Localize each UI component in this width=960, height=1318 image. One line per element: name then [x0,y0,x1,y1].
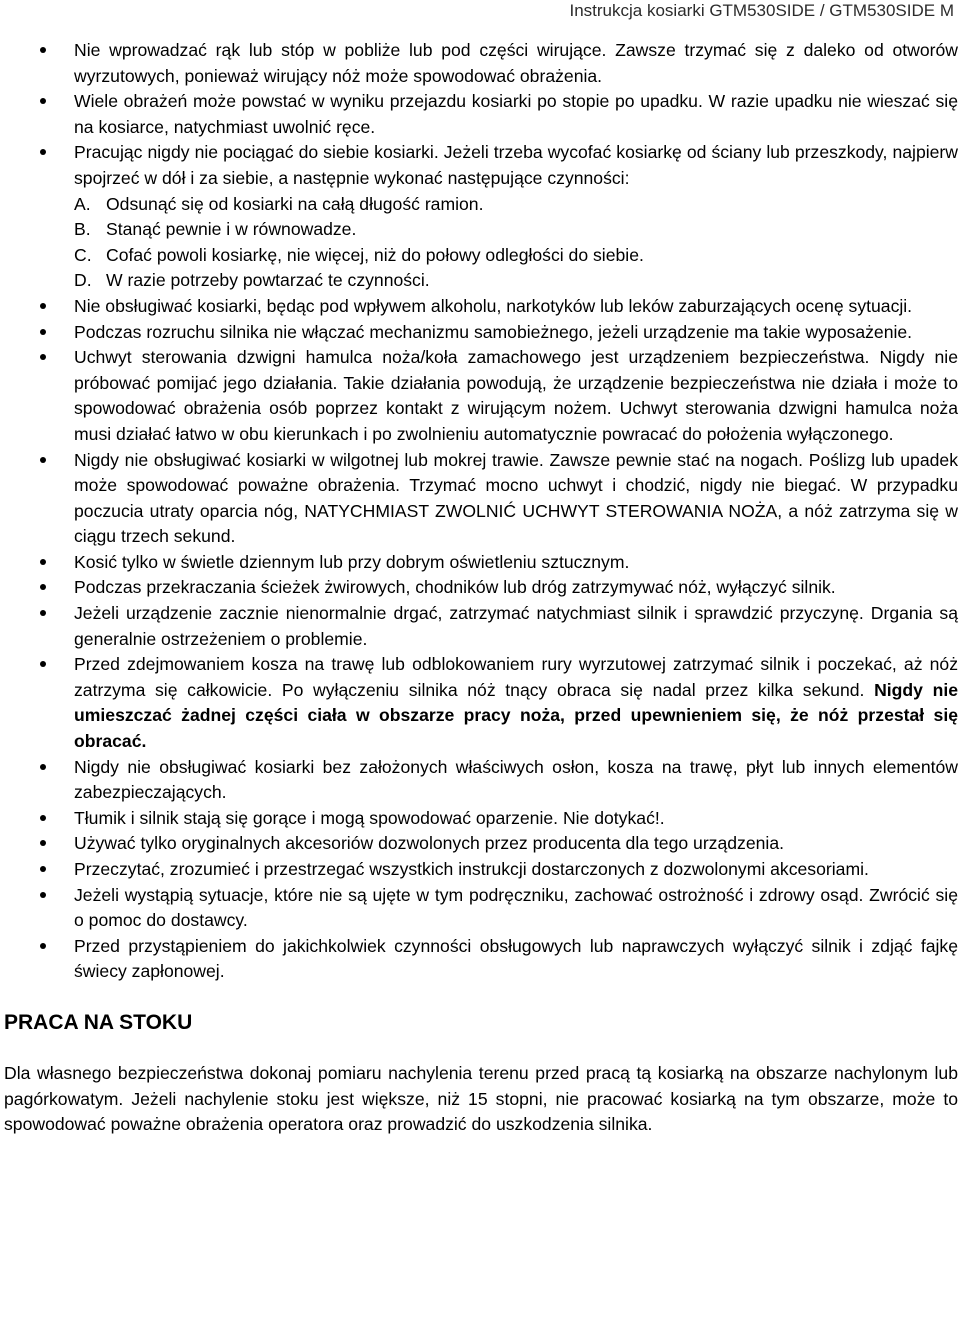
bullet-icon [40,457,46,463]
list-item-text: Pracując nigdy nie pociągać do siebie kosiarki. Jeżeli trzeba wycofać kosiarkę od ściany lub przeszkody, najpierw spojrzeć w dół i za siebie, a następnie wykonać następujące czynności: [74,142,958,188]
bullet-icon [40,815,46,821]
list-item-text: Przeczytać, zrozumieć i przestrzegać wszystkich instrukcji dostarczonych z dozwolonymi akcesoriami. [74,859,869,879]
warning-text: Nigdy nie umieszczać żadnej części ciała w obszarze pracy noża, przed upewnieniem się, że nóż przestał się obracać. [74,679,959,752]
step-item [74,243,958,269]
step-letter: D. [74,270,92,291]
bullet-icon [40,943,46,949]
document-header: Instrukcja kosiarki GTM530SIDE / GTM530SIDE M [569,1,954,20]
step-text: Stanąć pewnie i w równowadze. [106,219,357,240]
bullet-icon [40,354,46,360]
step-letter: B. [74,219,91,240]
step-text: Cofać powoli kosiarkę, nie więcej, niż do połowy odległości do siebie. [106,244,644,265]
list-item-text: Przed przystąpieniem do jakichkolwiek czynności obsługowych lub naprawczych wyłączyć silnik i zdjąć fajkę świecy zapłonowej. [74,935,958,982]
list-item [0,601,958,652]
bullet-icon [40,149,46,155]
list-item-text: Uchwyt sterowania dzwigni hamulca noża/koła zamachowego jest urządzeniem bezpieczeństwa. Nigdy nie próbować pomijać jego działania. Takie działania powodują, że urządzenie bezpieczeństwa nie działa i może to spowodować obrażenia osób poprzez kontakt z wirującym nożem. Uchwyt sterowania dzwigni hamulca noża musi działać łatwo w obu kierunkach i po zwolnieniu automatycznie powracać do położenia wyłączonego. [74,347,958,444]
bullet-icon [40,840,46,846]
step-letter: A. [74,193,91,214]
section-paragraph: Dla własnego bezpieczeństwa dokonaj pomiaru nachylenia terenu przed pracą tą kosiarką na obszarze nachylonym lub pagórkowatym. Jeżeli nachylenie stoku jest większe, niż 15 stopni, nie pracować kosiarką na tym obszarze, może to spowodować poważne obrażenia operatora oraz prowadzić do uszkodzenia silnika. [4,1062,958,1135]
list-item-text: Nie obsługiwać kosiarki, będąc pod wpływem alkoholu, narkotyków lub leków zaburzających ocenę sytuacji. [74,295,913,316]
bullet-icon [40,303,46,309]
bullet-icon [40,98,46,104]
bullet-icon [40,764,46,770]
list-item-text: Używać tylko oryginalnych akcesoriów dozwolonych przez producenta dla tego urządzenia. [74,833,784,854]
step-text: W razie potrzeby powtarzać te czynności. [106,270,430,291]
list-item [0,575,958,601]
list-item [0,550,958,576]
list-item-text: Podczas przekraczania ścieżek żwirowych, chodników lub dróg zatrzymywać nóż, wyłączyć silnik. [74,577,836,598]
list-item [0,755,958,806]
bullet-icon [40,584,46,590]
step-item [74,268,958,294]
list-item [0,89,958,140]
bullet-icon [40,329,46,335]
bullet-icon [40,47,46,53]
step-letter: C. [74,244,92,265]
step-item [74,192,958,218]
bullet-icon [40,892,46,898]
list-item-text: Nie wprowadzać rąk lub stóp w pobliże lub pod części wirujące. Zawsze trzymać się z daleko od otworów wyrzutowych, ponieważ wirujący nóż może spowodować obrażenia. [74,40,958,86]
list-item [0,140,958,294]
list-item-text: Tłumik i silnik stają się gorące i mogą spowodować oparzenie. Nie dotykać!. [74,807,665,828]
safety-list [0,38,958,985]
list-item [0,320,958,346]
list-item-text: Kosić tylko w świetle dziennym lub przy dobrym oświetleniu sztucznym. [74,551,630,572]
list-item [0,448,958,550]
list-item [0,857,958,883]
list-item [0,934,958,985]
list-item-text: Przed zdejmowaniem kosza na trawę lub odblokowaniem rury wyrzutowej zatrzymać silnik i poczekać, aż nóż zatrzyma się całkowicie. Po wyłączeniu silnika nóż tnący obraca się nadal przez kilka sekund. [74,654,958,700]
list-item-text: Nigdy nie obsługiwać kosiarki w wilgotnej lub mokrej trawie. Zawsze pewnie stać na nogach. Poślizg lub upadek może spowodować poważne obrażenia. Trzymać mocno uchwyt i chodzić, nigdy nie biegać. W przypadku poczucia utraty oparcia nóg, NATYCHMIAST ZWOLNIĆ UCHWYT STEROWANIA NOŻA, a nóż zatrzyma się w ciągu trzech sekund. [74,449,958,547]
list-item [0,806,958,832]
bullet-icon [40,610,46,616]
list-item-text: Jeżeli urządzenie zacznie nienormalnie drgać, zatrzymać natychmiast silnik i sprawdzić przyczynę. Drgania są generalnie ostrzeżeniem o problemie. [74,603,958,649]
page-content [0,38,958,1138]
step-text: Odsunąć się od kosiarki na całą długość ramion. [106,193,484,214]
bullet-icon [40,559,46,565]
list-item [0,883,958,934]
list-item-text: Wiele obrażeń może powstać w wyniku przejazdu kosiarki po stopie po upadku. W razie upadku nie wieszać się na kosiarce, natychmiast uwolnić ręce. [74,91,958,137]
steps-list [74,192,958,294]
bullet-icon [40,866,46,872]
list-item-text: Podczas rozruchu silnika nie włączać mechanizmu samobieżnego, jeżeli urządzenie ma takie wyposażenie. [74,321,913,342]
list-item-text: Nigdy nie obsługiwać kosiarki bez założonych właściwych osłon, kosza na trawę, płyt lub innych elementów zabezpieczających. [74,756,958,803]
list-item-text: Jeżeli wystąpią sytuacje, które nie są ujęte w tym podręczniku, zachować ostrożność i zdrowy osąd. Zwrócić się o pomoc do dostawcy. [74,884,958,931]
list-item [0,831,958,857]
section-title: PRACA NA STOKU [4,1010,193,1034]
bullet-icon [40,661,46,667]
list-item [0,294,958,320]
step-item [74,217,958,243]
list-item [0,345,958,447]
list-item [0,652,958,754]
list-item [0,38,958,89]
